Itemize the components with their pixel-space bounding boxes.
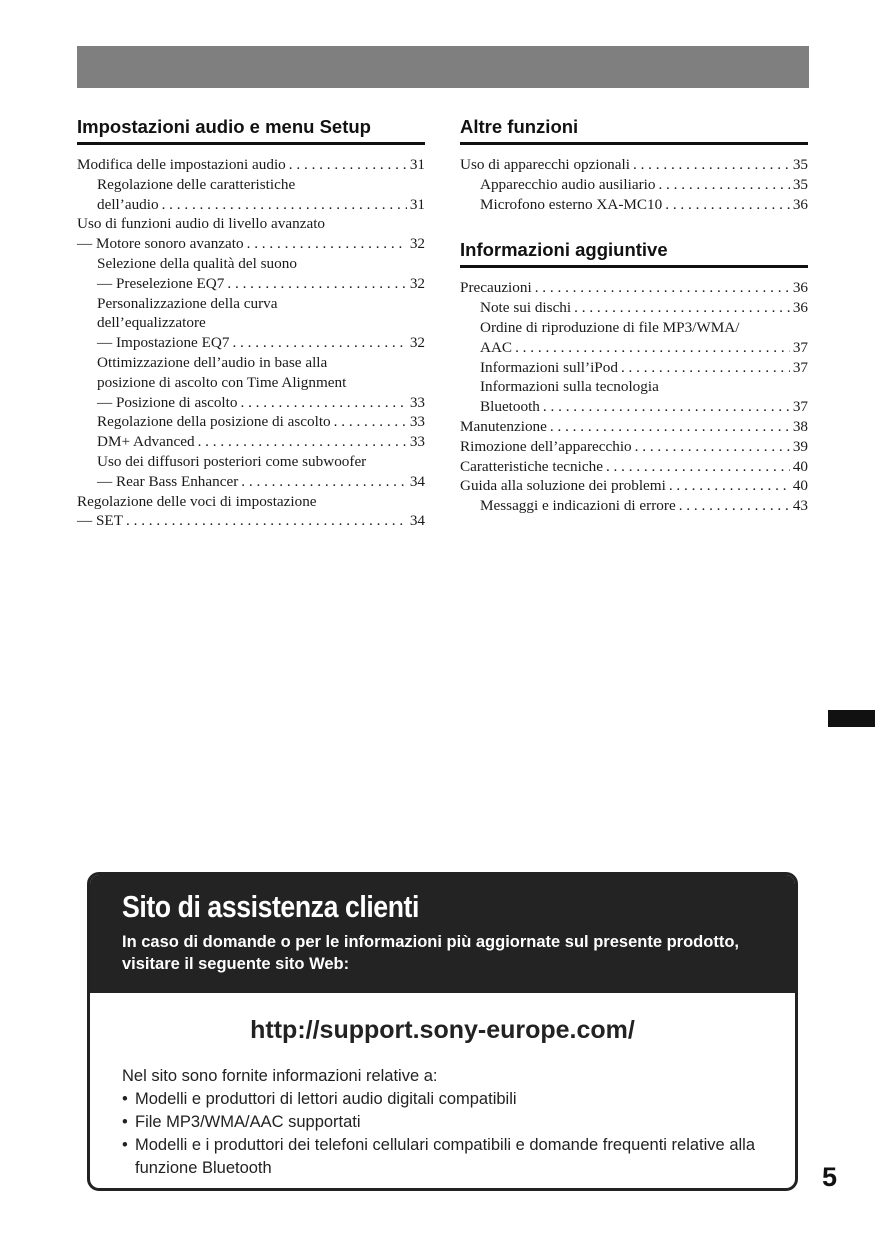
toc-entry[interactable] (77, 412, 425, 432)
list-item: • Modelli e produttori di lettori audio digitali compatibili (122, 1088, 763, 1111)
toc-list-altre-funzioni (460, 155, 808, 214)
toc-entry[interactable] (77, 214, 425, 234)
toc-leader-dots (669, 476, 790, 496)
section-title-informazioni-aggiuntive: Informazioni aggiuntive (460, 239, 808, 268)
toc-entry-label: Rimozione dell’apparecchio (460, 437, 632, 455)
toc-entry-label: Caratteristiche tecniche (460, 457, 603, 475)
toc-leader-dots (679, 496, 790, 516)
toc-leader-dots (633, 155, 790, 175)
toc-entry-label: Guida alla soluzione dei problemi (460, 477, 666, 495)
toc-entry[interactable] (77, 195, 425, 215)
toc-entry[interactable] (460, 155, 808, 175)
toc-leader-dots (240, 393, 406, 413)
toc-entry-label: Modifica delle impostazioni audio (77, 156, 286, 173)
toc-entry[interactable] (77, 333, 425, 353)
toc-leader-dots (227, 274, 406, 294)
toc-entry-page: 35 (792, 156, 808, 173)
list-item: • Modelli e i produttori dei telefoni cellulari compatibili e domande frequenti relative alla funzione Bluetooth (122, 1134, 763, 1180)
toc-entry[interactable] (77, 274, 425, 294)
page-number: 5 (822, 1162, 838, 1192)
toc-entry-page: 31 (409, 156, 425, 173)
section-title-audio-setup: Impostazioni audio e menu Setup (77, 116, 425, 145)
toc-entry-label: Regolazione delle voci di impostazione (77, 492, 317, 510)
toc-entry[interactable] (77, 155, 425, 175)
toc-entry[interactable] (77, 254, 425, 274)
toc-entry-page: 40 (792, 457, 808, 475)
support-website-box (87, 872, 798, 1191)
toc-entry-label: — Rear Bass Enhancer (97, 472, 239, 490)
toc-entry-page: 37 (792, 358, 808, 376)
toc-entry-page: 39 (792, 437, 808, 455)
toc-entry-page: 40 (792, 477, 808, 495)
toc-leader-dots (665, 195, 790, 215)
toc-leader-dots (543, 397, 790, 417)
toc-entry-label: posizione di ascolto con Time Alignment (97, 373, 347, 391)
toc-entry[interactable] (77, 373, 425, 393)
toc-entry-label: dell’equalizzatore (97, 314, 206, 332)
support-info-list (122, 1088, 763, 1180)
toc-entry[interactable] (77, 353, 425, 373)
toc-leader-dots (550, 417, 790, 437)
toc-entry-page: 38 (792, 417, 808, 435)
support-box-subtitle: In caso di domande o per le informazioni più aggiornate sul presente prodotto, visitare il seguente sito Web: (122, 933, 739, 973)
toc-entry-label: Uso di funzioni audio di livello avanzato (77, 215, 326, 233)
toc-leader-dots (289, 155, 407, 175)
toc-entry[interactable] (77, 492, 425, 512)
toc-entry[interactable] (77, 511, 425, 531)
toc-entry-label: Note sui dischi (480, 299, 572, 317)
toc-entry[interactable] (77, 313, 425, 333)
toc-entry-label: Messaggi e indicazioni di errore (480, 497, 676, 515)
toc-entry-label: Informazioni sull’iPod (480, 358, 618, 376)
toc-leader-dots (621, 358, 790, 378)
toc-leader-dots (198, 432, 407, 452)
toc-entry-label: Selezione della qualità del suono (97, 254, 297, 272)
toc-entry[interactable] (460, 377, 808, 397)
toc-entry[interactable] (460, 195, 808, 215)
toc-entry[interactable] (460, 298, 808, 318)
toc-leader-dots (162, 195, 407, 215)
toc-leader-dots (241, 472, 407, 492)
toc-entry-label: Uso dei diffusori posteriori come subwoofer (97, 452, 367, 470)
toc-entry-page: 34 (409, 472, 425, 490)
toc-entry-page: 32 (409, 235, 425, 253)
toc-entry-page: 37 (792, 338, 808, 356)
toc-entry-label: Apparecchio audio ausiliario (480, 175, 656, 193)
toc-leader-dots (334, 412, 407, 432)
toc-leader-dots (515, 338, 790, 358)
support-url-link[interactable]: http://support.sony-europe.com/ (250, 1016, 635, 1044)
toc-entry[interactable] (460, 358, 808, 378)
toc-entry-label: — Preselezione EQ7 (97, 274, 225, 292)
toc-entry[interactable] (460, 457, 808, 477)
toc-leader-dots (247, 234, 407, 254)
toc-entry-label: Uso di apparecchi opzionali (460, 156, 630, 173)
toc-entry-label: DM+ Advanced (97, 433, 195, 451)
toc-entry[interactable] (460, 417, 808, 437)
toc-entry-page: 36 (792, 195, 808, 213)
toc-entry-page: 33 (409, 413, 425, 431)
section-title-altre-funzioni: Altre funzioni (460, 116, 808, 145)
toc-leader-dots (535, 278, 790, 298)
toc-entry-label: AAC (480, 338, 513, 356)
toc-entry-page: 35 (792, 175, 808, 193)
toc-leader-dots (658, 175, 789, 195)
toc-entry[interactable] (460, 175, 808, 195)
toc-entry-page: 31 (409, 195, 425, 213)
toc-entry-label: — SET (77, 512, 123, 530)
toc-entry[interactable] (77, 234, 425, 254)
toc-entry[interactable] (77, 452, 425, 472)
toc-list-audio-setup (77, 155, 425, 531)
toc-entry[interactable] (77, 432, 425, 452)
toc-list-informazioni-aggiuntive (460, 278, 808, 516)
toc-entry[interactable] (460, 496, 808, 516)
toc-entry-label: dell’audio (97, 195, 159, 213)
support-info-intro: Nel sito sono fornite informazioni relative a: (122, 1067, 438, 1085)
toc-entry[interactable] (77, 472, 425, 492)
toc-entry-label: Ottimizzazione dell’audio in base alla (97, 353, 328, 371)
toc-entry-label: — Motore sonoro avanzato (77, 235, 244, 253)
toc-entry-page: 33 (409, 393, 425, 411)
toc-entry-page: 43 (792, 497, 808, 515)
toc-leader-dots (635, 437, 790, 457)
toc-entry-label: Regolazione della posizione di ascolto (97, 413, 331, 431)
toc-entry-page: 36 (792, 279, 808, 297)
toc-entry[interactable] (460, 338, 808, 358)
toc-entry[interactable] (77, 175, 425, 195)
toc-entry-label: — Impostazione EQ7 (97, 334, 230, 352)
toc-leader-dots (126, 511, 407, 531)
toc-entry-page: 34 (409, 512, 425, 530)
toc-right-column (460, 116, 808, 516)
toc-entry-label: Regolazione delle caratteristiche (97, 175, 296, 193)
toc-entry[interactable] (460, 437, 808, 457)
language-tab-marker (828, 710, 875, 727)
support-box-header (90, 875, 795, 993)
toc-entry-page: 37 (792, 398, 808, 416)
toc-entry[interactable] (77, 393, 425, 413)
toc-left-column (77, 116, 425, 531)
header-bar (77, 46, 809, 88)
toc-entry[interactable] (460, 318, 808, 338)
toc-entry-label: Personalizzazione della curva (97, 294, 278, 312)
toc-entry-page: 33 (409, 433, 425, 451)
toc-entry[interactable] (460, 476, 808, 496)
list-item: • File MP3/WMA/AAC supportati (122, 1111, 763, 1134)
toc-entry[interactable] (460, 397, 808, 417)
toc-entry-label: Manutenzione (460, 417, 547, 435)
toc-entry-page: 32 (409, 334, 425, 352)
toc-entry-label: — Posizione di ascolto (97, 393, 238, 411)
toc-entry-page: 32 (409, 274, 425, 292)
toc-entry-label: Precauzioni (460, 279, 532, 297)
toc-entry[interactable] (460, 278, 808, 298)
toc-entry-page: 36 (792, 299, 808, 317)
toc-entry-label: Ordine di riproduzione di file MP3/WMA/ (480, 318, 740, 336)
toc-leader-dots (606, 457, 790, 477)
support-box-title: Sito di assistenza clienti (122, 889, 419, 924)
toc-entry-label: Informazioni sulla tecnologia (480, 378, 659, 396)
toc-entry-label: Bluetooth (480, 398, 540, 416)
toc-entry-label: Microfono esterno XA-MC10 (480, 195, 663, 213)
toc-leader-dots (574, 298, 790, 318)
toc-leader-dots (232, 333, 406, 353)
toc-entry[interactable] (77, 294, 425, 314)
